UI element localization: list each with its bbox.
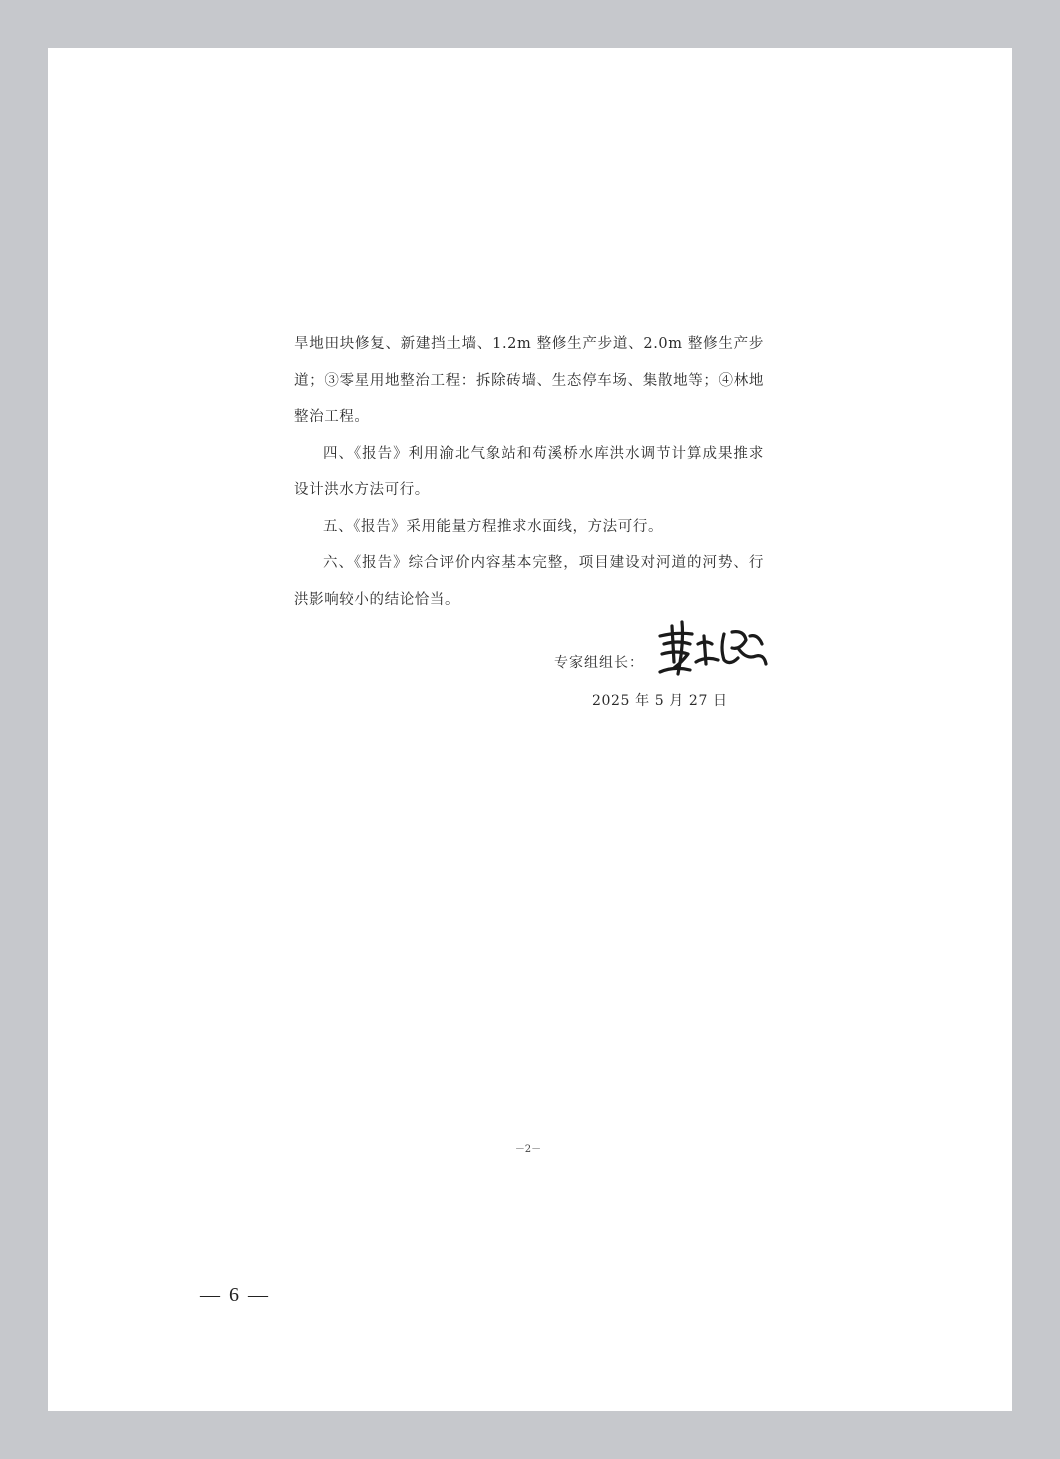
handwritten-signature [654, 614, 774, 686]
scanned-content [294, 326, 764, 618]
paragraph-item-4: 四、《报告》利用渝北气象站和苟溪桥水库洪水调节计算成果推求设计洪水方法可行。 [294, 445, 764, 498]
signature-block [554, 614, 784, 714]
paragraph-item-6: 六、《报告》综合评价内容基本完整，项目建设对河道的河势、行洪影响较小的结论恰当。 [294, 555, 764, 608]
page-number: — 6 — [200, 1284, 270, 1306]
paragraph-item-5: 五、《报告》采用能量方程推求水面线，方法可行。 [323, 518, 664, 535]
signature-date: 2025 年 5 月 27 日 [592, 693, 728, 709]
signature-label: 专家组组长： [554, 655, 644, 671]
document-page [48, 48, 1012, 1411]
paragraph-continued: 旱地田块修复、新建挡土墙、1.2m 整修生产步道、2.0m 整修生产步道；③零星用地整治工程：拆除砖墙、生态停车场、集散地等；④林地整治工程。 [294, 336, 764, 425]
inner-page-number: －2－ [514, 1144, 542, 1155]
